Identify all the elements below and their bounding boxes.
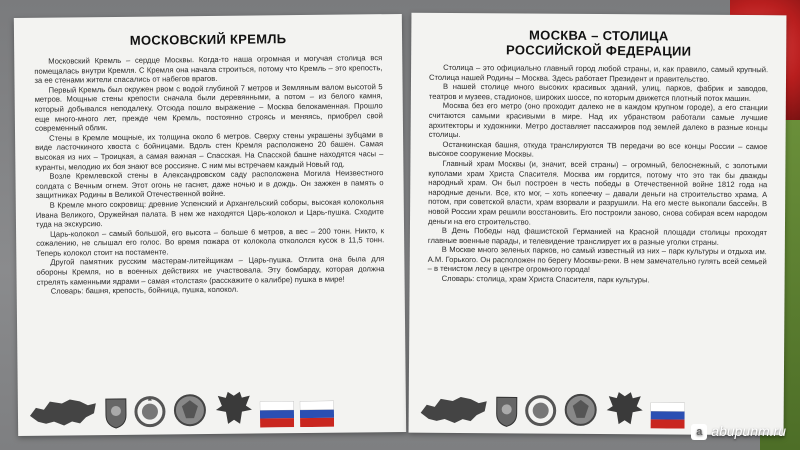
moscow-paragraph: В Москве много зеленых парков, но самый известный из них – парк культуры и отдыха им. А.М. Горького. Он расположен по берегу Москвы-реки. В нем замечательно гулять всей семьей – в тенистом лесу в центре огромного города!: [427, 245, 767, 275]
moscow-paragraph: Главный храм Москвы (и, значит, всей страны) – огромный, белоснежный, с золотыми куполами храм Христа Спасителя. Москва им гордится, потому что это так бы дважды народный храм. Он был построен в честь победы в Отечественной войне 1812 года на народные деньги. Все, кто мог, – хоть копеечку – давали деньги на строительство храма. А потом, при советской власти, храм взорвали и разрушили. На его месте выкопали бассейн. В новой России храм решили восстановить. Его построили заново, снова собирая всем народом деньги на его строительство.: [427, 158, 768, 227]
moscow-paragraph: В День Победы над фашистской Германией на Красной площади столицы проходят главные военные парады, и телевидение транслирует их в разные уголки страны.: [427, 226, 767, 247]
russian-flag-icon: [300, 401, 334, 427]
coat-of-arms-shield-icon: [495, 395, 519, 427]
moscow-title: [411, 27, 786, 60]
watermark-logo-icon: a: [691, 424, 707, 440]
watermark-text: abuрunm.ru: [711, 422, 786, 439]
moscow-title-line1: МОСКВА – СТОЛИЦА: [529, 27, 669, 44]
russia-map-icon: [419, 393, 489, 427]
soviet-emblem-icon: [134, 394, 166, 428]
russia-map-icon: [28, 395, 98, 430]
russian-flag-icon: [651, 402, 685, 428]
kremlin-paragraph: Возле Кремлевской стены в Александровском саду расположена Могила Неизвестного солдата с Вечным огнем. Этот огонь не гаснет, даже ночью и в дождь. Он зажжен в память о защитниках Родины в Великой Отечественной войне.: [35, 168, 384, 201]
moscow-sheet: [409, 13, 787, 436]
kremlin-paragraph: Московский Кремль – сердце Москвы. Когда-то наша огромная и могучая столица вся помещалась внутри Кремля. С Кремля она начала строиться, потому что Кремль – это крепость, за ее стенами жители спасались от набегов врагов.: [34, 53, 383, 86]
moscow-title-line2: РОССИЙСКОЙ ФЕДЕРАЦИИ: [506, 42, 692, 59]
kremlin-sheet: [14, 14, 406, 436]
emblem-row: [28, 382, 396, 430]
site-watermark: [691, 423, 786, 440]
kremlin-paragraph: В Кремле много сокровищ: древние Успенский и Архангельский соборы, высокая колокольня Ивана Великого, Оружейная палата. В нем же находятся Царь-колокол и Царь-пушка. Сходите туда на экскурсию.: [35, 197, 384, 229]
kremlin-paragraph: Царь-колокол – самый большой, его высота – больше 6 метров, а вес – 200 тонн. Никто, к сожалению, не слышал его голос. Во время пожара от колокола откололся кусок в 11,5 тонн. Теперь колокол стоит на постаменте.: [36, 225, 385, 258]
russian-flag-icon: [260, 401, 294, 427]
moscow-paragraph: Москва без его метро (оно проходит далеко не в каждом крупном городе), а его станции считаются самыми красивыми в мире. Над их убранством работали самые лучшие архитекторы и художники. Метро доставляет пассажиров под землей далеко в разные концы столицы.: [428, 101, 768, 140]
kremlin-text: [14, 53, 404, 297]
imperial-emblem-icon: [172, 392, 208, 428]
kremlin-paragraph: Стены в Кремле мощные, их толщина около 6 метров. Сверху стены украшены зубцами в виде ласточкиного хвоста с бойницами. Вдоль стен Кремля расположено 20 башен. Самая высокая из них – Троицкая, а самая важная – Спасская. На Спасской башне находятся часы – куранты, мелодию их боя знают все россияне. С ним мы встречаем каждый Новый год.: [35, 129, 384, 172]
moscow-vocabulary: Словарь: столица, храм Христа Спасителя, парк культуры.: [441, 273, 650, 285]
coat-of-arms-shield-icon: [104, 397, 128, 429]
double-headed-eagle-icon: [214, 390, 254, 428]
imperial-emblem-icon: [563, 392, 599, 428]
kremlin-paragraph: Первый Кремль был окружен рвом с водой глубиной 7 метров и Земляным валом высотой 5 метров. Мощные стены крепости сначала были деревянными, а потом – из белого камня, который добывался неподалеку. Отсюда пошло выражение – Москва белокаменная. Прошло еще много-много лет, прежде чем Кремль, постоянно строясь и меняясь, приобрел свой современный облик.: [34, 81, 383, 133]
moscow-text: [410, 63, 787, 286]
soviet-emblem-icon: [525, 393, 557, 427]
double-headed-eagle-icon: [605, 390, 645, 428]
moscow-paragraph: Столица – это официально главный город любой страны, и, как правило, самый крупный. Столица нашей Родины – Москва. Здесь работает Президент и правительство.: [428, 62, 769, 84]
kremlin-vocabulary: Словарь: башня, крепость, бойница, пушка, колокол.: [50, 284, 239, 296]
kremlin-title: МОСКОВСКИЙ КРЕМЛЬ: [129, 31, 287, 48]
moscow-paragraph: Останкинская башня, откуда транслируются ТВ передачи во все концы России – самое высокое сооружение Москвы.: [428, 139, 768, 159]
kremlin-paragraph: Другой памятник русским мастерам-литейщикам – Царь-пушка. Отлита она была для обороны Кремля, но в военных действиях не участвовала. Эту бомбарду, которая должна стрелять каменными ядрами – самая «толстая» (расскажите о калибре) пушка в мире!: [36, 254, 385, 287]
moscow-paragraph: В нашей столице много высоких красивых зданий, улиц, парков, фабрик и заводов, театров и музеев, стадионов, широких шоссе, по которым движется плотный поток машин.: [428, 82, 768, 103]
